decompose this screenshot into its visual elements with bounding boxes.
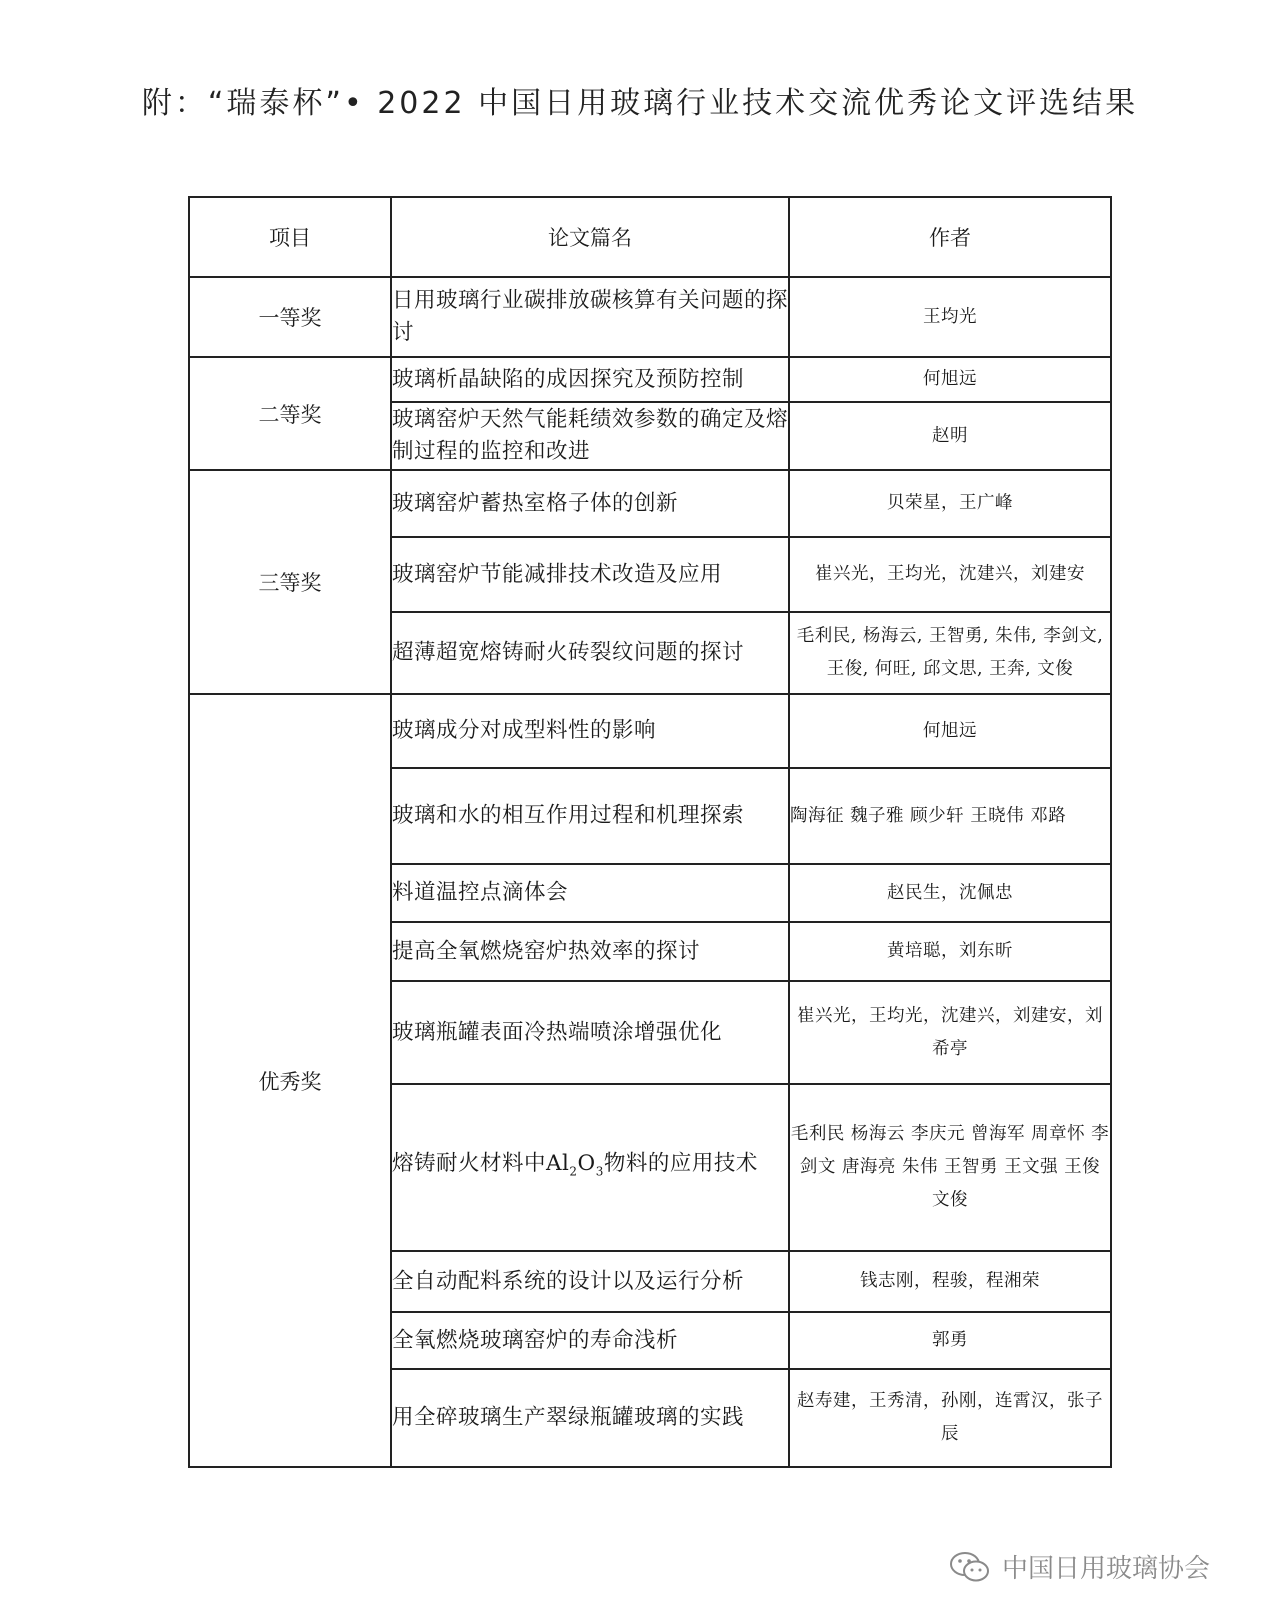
paper-authors: 毛利民 杨海云 李庆元 曾海军 周章怀 李剑文 唐海亮 朱伟 王智勇 王文强 王俊 文俊: [789, 1084, 1111, 1251]
award-third: 三等奖: [189, 470, 391, 694]
results-table: [188, 196, 1112, 1468]
paper-authors: 黄培聪，刘东昕: [789, 922, 1111, 981]
watermark: [948, 1548, 1210, 1585]
award-second: 二等奖: [189, 357, 391, 470]
paper-authors: 钱志刚，程骏，程湘荣: [789, 1251, 1111, 1312]
paper-title: 玻璃窑炉天然气能耗绩效参数的确定及熔制过程的监控和改进: [391, 402, 789, 470]
wechat-icon: [948, 1549, 992, 1585]
paper-title: 玻璃窑炉节能减排技术改造及应用: [391, 537, 789, 612]
paper-title: 熔铸耐火材料中$Al_2O_3$物料的应用技术: [391, 1084, 789, 1251]
header-author: 作者: [789, 197, 1111, 277]
paper-title: 料道温控点滴体会: [391, 864, 789, 922]
paper-title: 全自动配料系统的设计以及运行分析: [391, 1251, 789, 1312]
paper-title: 玻璃成分对成型料性的影响: [391, 694, 789, 768]
table-row: [189, 357, 1111, 402]
award-first: 一等奖: [189, 277, 391, 357]
paper-authors: 赵明: [789, 402, 1111, 470]
subscript: 3: [595, 1164, 604, 1179]
subscript: 2: [569, 1164, 578, 1179]
paper-title: 超薄超宽熔铸耐火砖裂纹问题的探讨: [391, 612, 789, 694]
paper-title: 玻璃窑炉蓄热室格子体的创新: [391, 470, 789, 537]
paper-title: 用全碎玻璃生产翠绿瓶罐玻璃的实践: [391, 1369, 789, 1467]
paper-authors: 赵寿建，王秀清，孙刚，连霄汉，张子辰: [789, 1369, 1111, 1467]
paper-title: 玻璃和水的相互作用过程和机理探索: [391, 768, 789, 864]
paper-title: 玻璃析晶缺陷的成因探究及预防控制: [391, 357, 789, 402]
paper-authors: 毛利民, 杨海云, 王智勇, 朱伟, 李剑文, 王俊, 何旺, 邱文思, 王奔, 文俊: [789, 612, 1111, 694]
paper-authors: 王均光: [789, 277, 1111, 357]
paper-authors: 赵民生，沈佩忠: [789, 864, 1111, 922]
paper-authors: 郭勇: [789, 1312, 1111, 1369]
paper-authors: 贝荣星，王广峰: [789, 470, 1111, 537]
paper-authors: 崔兴光，王均光，沈建兴，刘建安，刘希亭: [789, 981, 1111, 1084]
watermark-text: 中国日用玻璃协会: [1001, 1554, 1210, 1584]
paper-title: 日用玻璃行业碳排放碳核算有关问题的探讨: [391, 277, 789, 357]
table-header-row: [189, 197, 1111, 277]
paper-title: 提高全氧燃烧窑炉热效率的探讨: [391, 922, 789, 981]
paper-authors: 崔兴光，王均光，沈建兴，刘建安: [789, 537, 1111, 612]
award-excellence: 优秀奖: [189, 694, 391, 1467]
document-title: 附：“瑞泰杯”• 2022 中国日用玻璃行业技术交流优秀论文评选结果: [141, 86, 1139, 121]
table-row: [189, 470, 1111, 537]
table-row: [189, 694, 1111, 768]
paper-authors: 陶海征 魏子雅 顾少轩 王晓伟 邓路: [789, 768, 1111, 864]
header-item: 项目: [189, 197, 391, 277]
paper-authors: 何旭远: [789, 357, 1111, 402]
paper-title: 全氧燃烧玻璃窑炉的寿命浅析: [391, 1312, 789, 1369]
paper-authors: 何旭远: [789, 694, 1111, 768]
header-paper-title: 论文篇名: [391, 197, 789, 277]
table-row: [189, 277, 1111, 357]
paper-title: 玻璃瓶罐表面冷热端喷涂增强优化: [391, 981, 789, 1084]
